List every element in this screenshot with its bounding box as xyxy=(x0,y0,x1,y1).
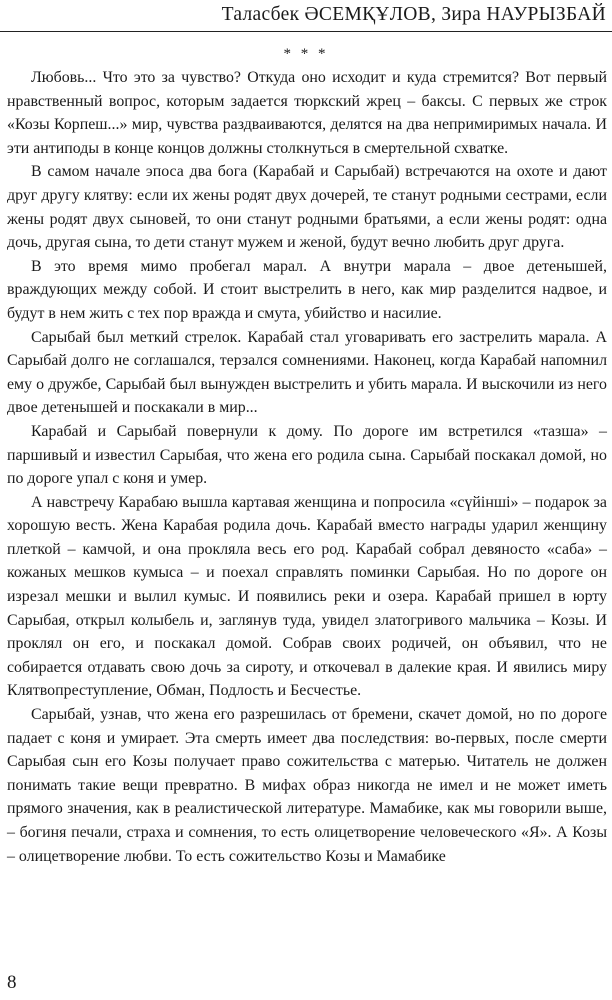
paragraph: А навстречу Карабаю вышла картавая женщина и попросила «сүйінші» – подарок за хорошую весть. Жена Карабая родила дочь. Карабай вместо награды ударил женщину плеткой – камчой, и она прокляла весь его род. Карабай собрал девяносто «саба» – кожаных мешков кумыса – и поехал справлять поминки Сарыбая. Но по дороге он изрезал мешки и вылил кумыс. И появились реки и озера. Карабай пришел в юрту Сарыбая, открыл колыбель и, заглянув туда, увидел златогривого мальчика – Козы. И проклял он его, и поскакал домой. Собрав своих родичей, он объявил, что не собирается отдавать свою дочь за сироту, и откочевал в далекие края. И явились миру Клятвопреступление, Обман, Подлость и Бесчестье. xyxy=(7,493,607,700)
section-divider: * * * xyxy=(283,46,329,62)
paragraph: Сарыбай был меткий стрелок. Карабай стал уговаривать его застрелить марала. А Сарыбай долго не соглашался, терзался сомнениями. Наконец, когда Карабай напомнил ему о дружбе, Сарыбай был вынужден выстрелить и убить марала. И выскочили из него двое детенышей и поскакали в мир... xyxy=(7,328,607,417)
running-header xyxy=(0,0,612,34)
paragraph: В самом начале эпоса два бога (Карабай и Сарыбай) встречаются на охоте и дают друг другу клятву: если их жены родят двух дочерей, те станут родными сестрами, если жены родят двух сыновей, то они станут родными братьями, а если жены родят: одна дочь, другая сына, то дети станут мужем и женой, будут вечно любить друг друга. xyxy=(7,163,607,252)
body-text xyxy=(7,66,607,868)
page-number: 8 xyxy=(7,972,17,993)
header-rule xyxy=(0,31,612,32)
running-title: Таласбек ӘСЕМҚҰЛОВ, Зира НАУРЫЗБАЙ xyxy=(221,4,606,25)
paragraph: Карабай и Сарыбай повернули к дому. По дороге им встретился «тазша» – паршивый и известил Сарыбая, что жена его родила сына. Сарыбай поскакал домой, но по дороге упал с коня и умер. xyxy=(7,422,607,488)
paragraph: Любовь... Что это за чувство? Откуда оно исходит и куда стремится? Вот первый нравственный вопрос, которым задается тюркский жрец – баксы. С первых же строк «Козы Корпеш...» мир, чувства раздваиваются, делятся на два непримиримых начала. И эти антиподы в конце концов должны столкнуться в смертельной схватке. xyxy=(7,69,607,157)
paragraph: В это время мимо пробегал марал. А внутри марала – двое детенышей, враждующих между собой. И стоит выстрелить в него, как мир разделится надвое, и будут в нем жить с тех пор вражда и смута, убийство и насилие. xyxy=(7,257,607,322)
paragraph: Сарыбай, узнав, что жена его разрешилась от бремени, скачет домой, но по дороге падает с коня и умирает. Эта смерть имеет два последствия: во-первых, после смерти Сарыбая сын его Козы получает право сожительства с матерью. Читатель не должен понимать такие вещи превратно. В мифах образ никогда не имел и не может иметь прямого значения, как в реалистической литературе. Мамабике, как мы говорили выше, – богиня печали, страха и сомнения, то есть олицетворение человеческого «Я». А Козы – олицетворение любви. То есть сожительство Козы и Мамабике xyxy=(7,706,607,865)
